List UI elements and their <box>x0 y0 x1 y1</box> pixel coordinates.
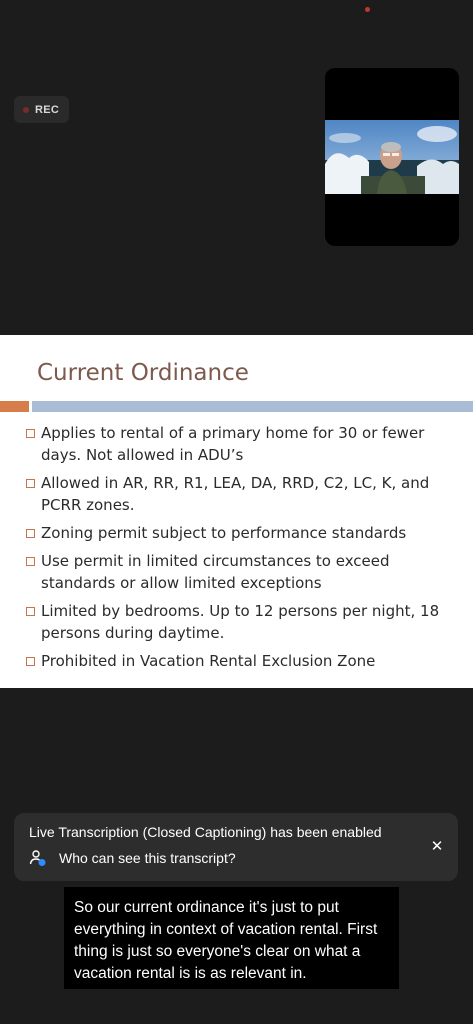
slide-bullet <box>26 422 466 466</box>
participant-video-tile[interactable] <box>325 68 459 246</box>
slide-bullet <box>26 522 466 544</box>
live-caption-box <box>64 887 399 989</box>
bullet-text: Allowed in AR, RR, R1, LEA, DA, RRD, C2, LC, K, and PCRR zones. <box>41 474 430 514</box>
square-bullet-icon <box>26 657 35 666</box>
square-bullet-icon <box>26 557 35 566</box>
slide-accent-blue-bar <box>32 401 473 412</box>
bullet-text: Zoning permit subject to performance standards <box>41 524 407 542</box>
slide-title: Current Ordinance <box>37 360 249 386</box>
transcription-notice-title: Live Transcription (Closed Captioning) has been enabled <box>29 824 382 840</box>
square-bullet-icon <box>26 529 35 538</box>
close-icon[interactable]: ✕ <box>430 838 444 855</box>
person-info-icon <box>29 849 47 867</box>
presentation-slide <box>0 335 473 688</box>
slide-bullet <box>26 472 466 516</box>
slide-accent-orange-bar <box>0 401 29 412</box>
status-dot <box>365 7 370 12</box>
bullet-text: Use permit in limited circumstances to exceed standards or allow limited exceptions <box>41 552 390 592</box>
bullet-text: Prohibited in Vacation Rental Exclusion Zone <box>41 652 376 670</box>
slide-bullet <box>26 550 466 594</box>
participant-video-thumbnail <box>325 120 459 194</box>
recording-badge <box>14 96 69 123</box>
slide-bullet <box>26 650 466 672</box>
square-bullet-icon <box>26 607 35 616</box>
slide-bullet-list <box>26 422 466 678</box>
live-caption-text: So our current ordinance it's just to put everything in context of vacation rental. First thing is just so everyone's clear on what a vacation rental is is as relevant in. <box>74 899 378 982</box>
square-bullet-icon <box>26 429 35 438</box>
transcription-notice <box>14 813 458 881</box>
slide-bullet <box>26 600 466 644</box>
square-bullet-icon <box>26 479 35 488</box>
transcript-visibility-link[interactable] <box>29 849 236 867</box>
record-dot-icon <box>23 107 29 113</box>
transcript-visibility-link-label[interactable]: Who can see this transcript? <box>59 850 236 866</box>
bullet-text: Limited by bedrooms. Up to 12 persons per night, 18 persons during daytime. <box>41 602 440 642</box>
recording-label: REC <box>35 103 60 116</box>
bullet-text: Applies to rental of a primary home for 30 or fewer days. Not allowed in ADU’s <box>41 424 425 464</box>
